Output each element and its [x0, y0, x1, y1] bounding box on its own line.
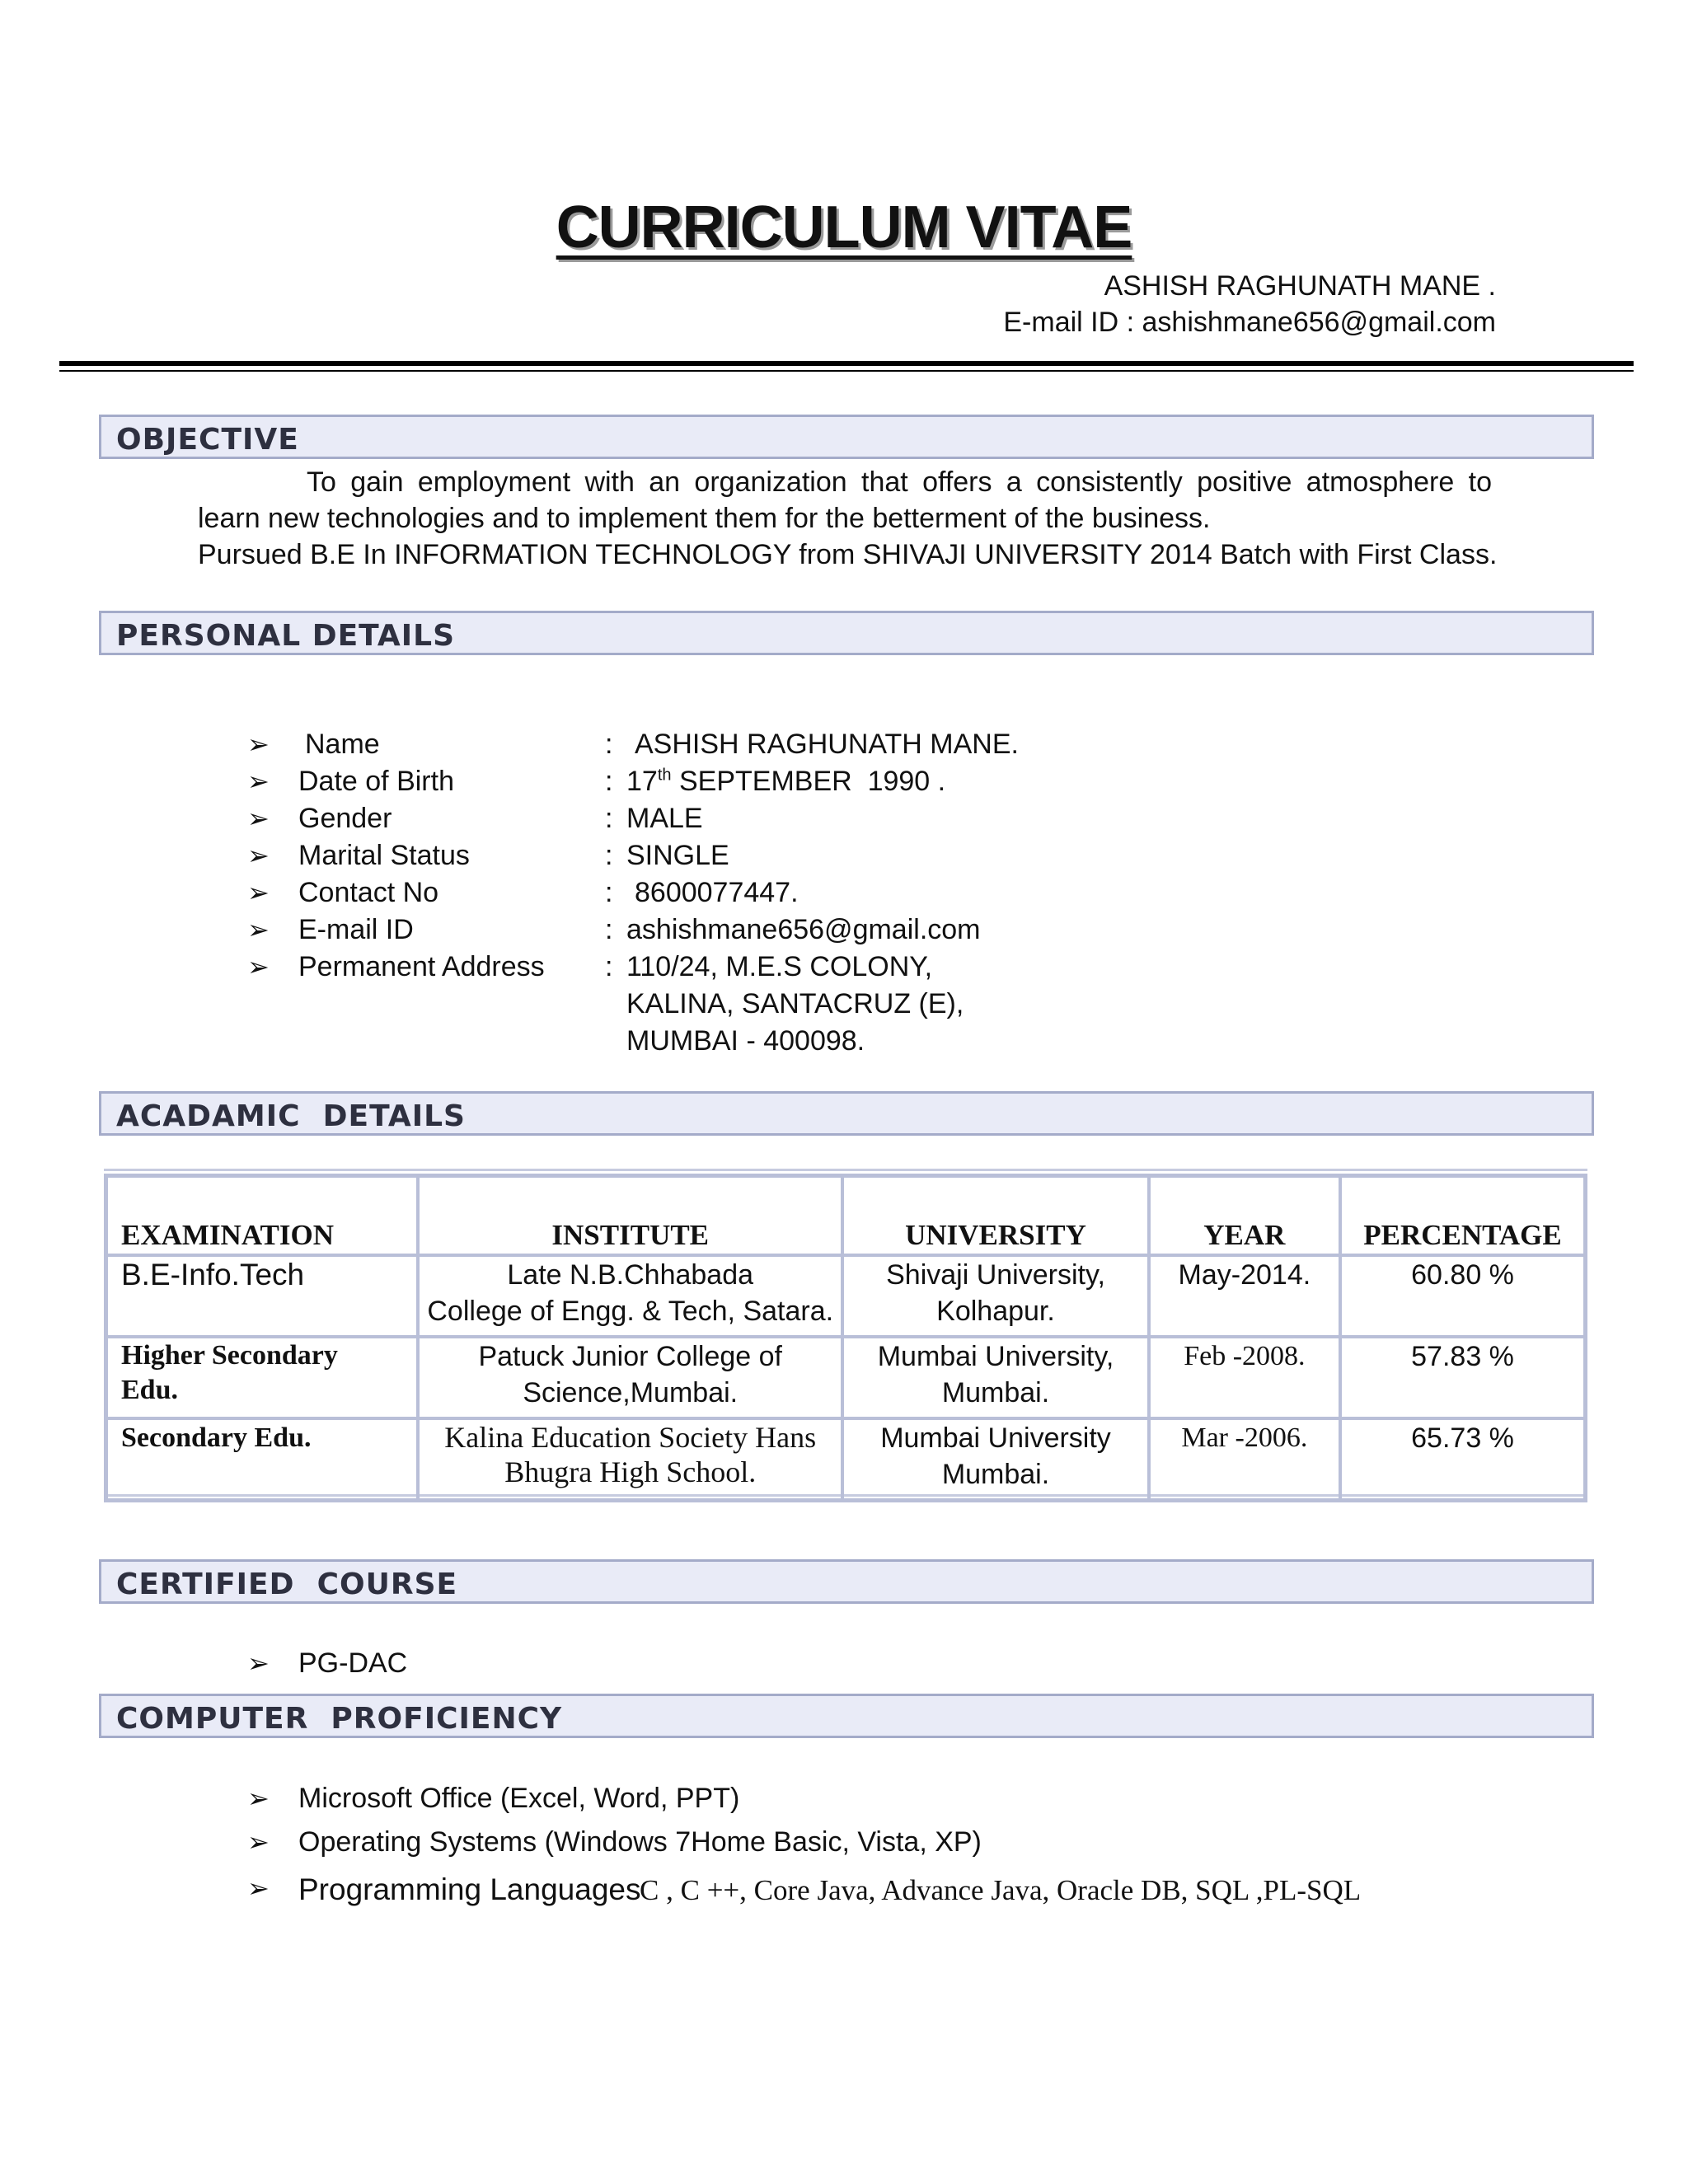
percentage-cell: 57.83 %: [1340, 1337, 1585, 1418]
arrow-bullet-icon: ➢: [247, 878, 270, 907]
computer-item-3: [247, 1872, 1362, 1910]
percentage-cell: 65.73 %: [1340, 1418, 1585, 1500]
arrow-bullet-icon: ➢: [247, 766, 270, 796]
table-row: [106, 1337, 1585, 1418]
university-line-2: Mumbai.: [941, 1377, 1050, 1408]
computer-item-3-value: C , C ++, Core Java, Advance Java, Oracle DB, SQL ,PL-SQL: [640, 1874, 1362, 1906]
name-label: Name: [305, 729, 380, 760]
institute-line-1: Late N.B.Chhabada: [507, 1259, 754, 1291]
colon: :: [605, 766, 613, 797]
computer-section-header: [99, 1694, 1594, 1738]
address-line-1: 110/24, M.E.S COLONY,: [626, 951, 933, 982]
table-header-row: [106, 1176, 1585, 1255]
colon: :: [605, 951, 613, 982]
university-line-1: Mumbai University,: [877, 1341, 1114, 1372]
institute-line-2: College of Engg. & Tech, Satara.: [427, 1296, 834, 1327]
institute-line-2: Science,Mumbai.: [523, 1377, 738, 1408]
dob-month-year: SEPTEMBER 1990 .: [671, 766, 946, 797]
personal-contact-row: [247, 877, 799, 914]
computer-heading: COMPUTER PROFICIENCY: [116, 1702, 563, 1736]
objective-line-2: learn new technologies and to implement them for the betterment of the business.: [198, 503, 1211, 534]
table-row: [106, 1418, 1585, 1500]
header-rule: [59, 361, 1634, 366]
email-label: E-mail ID: [298, 914, 414, 945]
email-value: ashishmane656@gmail.com: [626, 914, 981, 945]
colon: :: [605, 803, 613, 834]
col-institute: INSTITUTE: [418, 1176, 842, 1255]
academic-heading: ACADAMIC DETAILS: [116, 1099, 466, 1133]
certified-item: [247, 1647, 408, 1685]
address-line-2: KALINA, SANTACRUZ (E),: [626, 988, 964, 1019]
dob-label: Date of Birth: [298, 766, 454, 797]
academic-table: [104, 1174, 1587, 1502]
personal-section-header: [99, 611, 1594, 655]
university-line-1: Shivaji University,: [886, 1259, 1105, 1291]
computer-item-1-label: Microsoft Office (Excel, Word, PPT): [298, 1783, 740, 1814]
address-line-3: MUMBAI - 400098.: [626, 1025, 865, 1057]
institute-line-1: Kalina Education Society Hans: [444, 1421, 817, 1454]
arrow-bullet-icon: ➢: [247, 1873, 270, 1903]
colon: :: [605, 914, 613, 945]
dob-day: 17: [626, 766, 658, 797]
institute-line-1: Patuck Junior College of: [478, 1341, 782, 1372]
arrow-bullet-icon: ➢: [247, 841, 270, 870]
contact-value: 8600077447.: [635, 877, 799, 908]
col-university: UNIVERSITY: [842, 1176, 1148, 1255]
gender-label: Gender: [298, 803, 392, 834]
university-line-1: Mumbai University: [880, 1422, 1111, 1454]
arrow-bullet-icon: ➢: [247, 1827, 270, 1857]
marital-label: Marital Status: [298, 840, 470, 871]
computer-item-3-label: Programming Languages: [298, 1872, 641, 1906]
dob-ordinal: th: [657, 766, 672, 785]
computer-item-1: [247, 1783, 740, 1820]
institute-cell: [418, 1337, 842, 1418]
personal-name-row: [247, 729, 1019, 766]
university-cell: [842, 1418, 1148, 1500]
arrow-bullet-icon: ➢: [247, 915, 270, 944]
objective-line-1: To gain employment with an organization that offers a consistently positive atmosphere to: [307, 466, 1492, 498]
year-cell: May-2014.: [1149, 1255, 1340, 1337]
name-value: ASHISH RAGHUNATH MANE.: [635, 729, 1019, 760]
contact-label: Contact No: [298, 877, 439, 908]
university-cell: [842, 1255, 1148, 1337]
computer-item-2: [247, 1826, 982, 1863]
certified-item-label: PG-DAC: [298, 1647, 408, 1679]
marital-value: SINGLE: [626, 840, 729, 871]
institute-cell: [418, 1418, 842, 1500]
colon: :: [605, 729, 613, 760]
personal-heading: PERSONAL DETAILS: [116, 619, 456, 653]
col-percentage: PERCENTAGE: [1340, 1176, 1585, 1255]
personal-marital-row: [247, 840, 729, 877]
document-title: CURRICULUM VITAE: [556, 194, 1132, 260]
personal-dob-row: [247, 766, 946, 803]
exam-cell: B.E-Info.Tech: [106, 1255, 418, 1337]
exam-line-2: Edu.: [121, 1375, 178, 1405]
university-cell: [842, 1337, 1148, 1418]
header-name: ASHISH RAGHUNATH MANE .: [1104, 270, 1496, 302]
arrow-bullet-icon: ➢: [247, 1648, 270, 1678]
year-cell: Feb -2008.: [1149, 1337, 1340, 1418]
exam-line-1: Higher Secondary: [121, 1340, 338, 1371]
arrow-bullet-icon: ➢: [247, 952, 270, 982]
header-email: E-mail ID : ashishmane656@gmail.com: [1003, 307, 1496, 338]
exam-cell: [106, 1337, 418, 1418]
col-year: YEAR: [1149, 1176, 1340, 1255]
institute-line-2: Bhugra High School.: [504, 1455, 757, 1488]
percentage-cell: 60.80 %: [1340, 1255, 1585, 1337]
arrow-bullet-icon: ➢: [247, 1783, 270, 1813]
university-line-2: Mumbai.: [941, 1459, 1050, 1490]
exam-cell: Secondary Edu.: [106, 1418, 418, 1500]
academic-section-header: [99, 1091, 1594, 1136]
institute-cell: [418, 1255, 842, 1337]
university-line-2: Kolhapur.: [936, 1296, 1055, 1327]
objective-section-header: [99, 415, 1594, 459]
col-examination: EXAMINATION: [106, 1176, 418, 1255]
certified-section-header: [99, 1559, 1594, 1604]
dob-value: [626, 766, 945, 798]
certified-heading: CERTIFIED COURSE: [116, 1568, 458, 1601]
colon: :: [605, 877, 613, 908]
gender-value: MALE: [626, 803, 703, 834]
personal-address-row: [247, 951, 933, 988]
personal-gender-row: [247, 803, 703, 840]
year-cell: Mar -2006.: [1149, 1418, 1340, 1500]
computer-item-2-label: Operating Systems (Windows 7Home Basic, Vista, XP): [298, 1826, 982, 1858]
arrow-bullet-icon: ➢: [247, 729, 270, 759]
table-row: [106, 1255, 1585, 1337]
personal-email-row: [247, 914, 981, 951]
address-label: Permanent Address: [298, 951, 545, 982]
colon: :: [605, 840, 613, 871]
header-rule-thin: [59, 370, 1634, 372]
objective-heading: OBJECTIVE: [116, 423, 299, 457]
arrow-bullet-icon: ➢: [247, 804, 270, 833]
objective-line-3: Pursued B.E In INFORMATION TECHNOLOGY from SHIVAJI UNIVERSITY 2014 Batch with First Class.: [198, 539, 1498, 570]
